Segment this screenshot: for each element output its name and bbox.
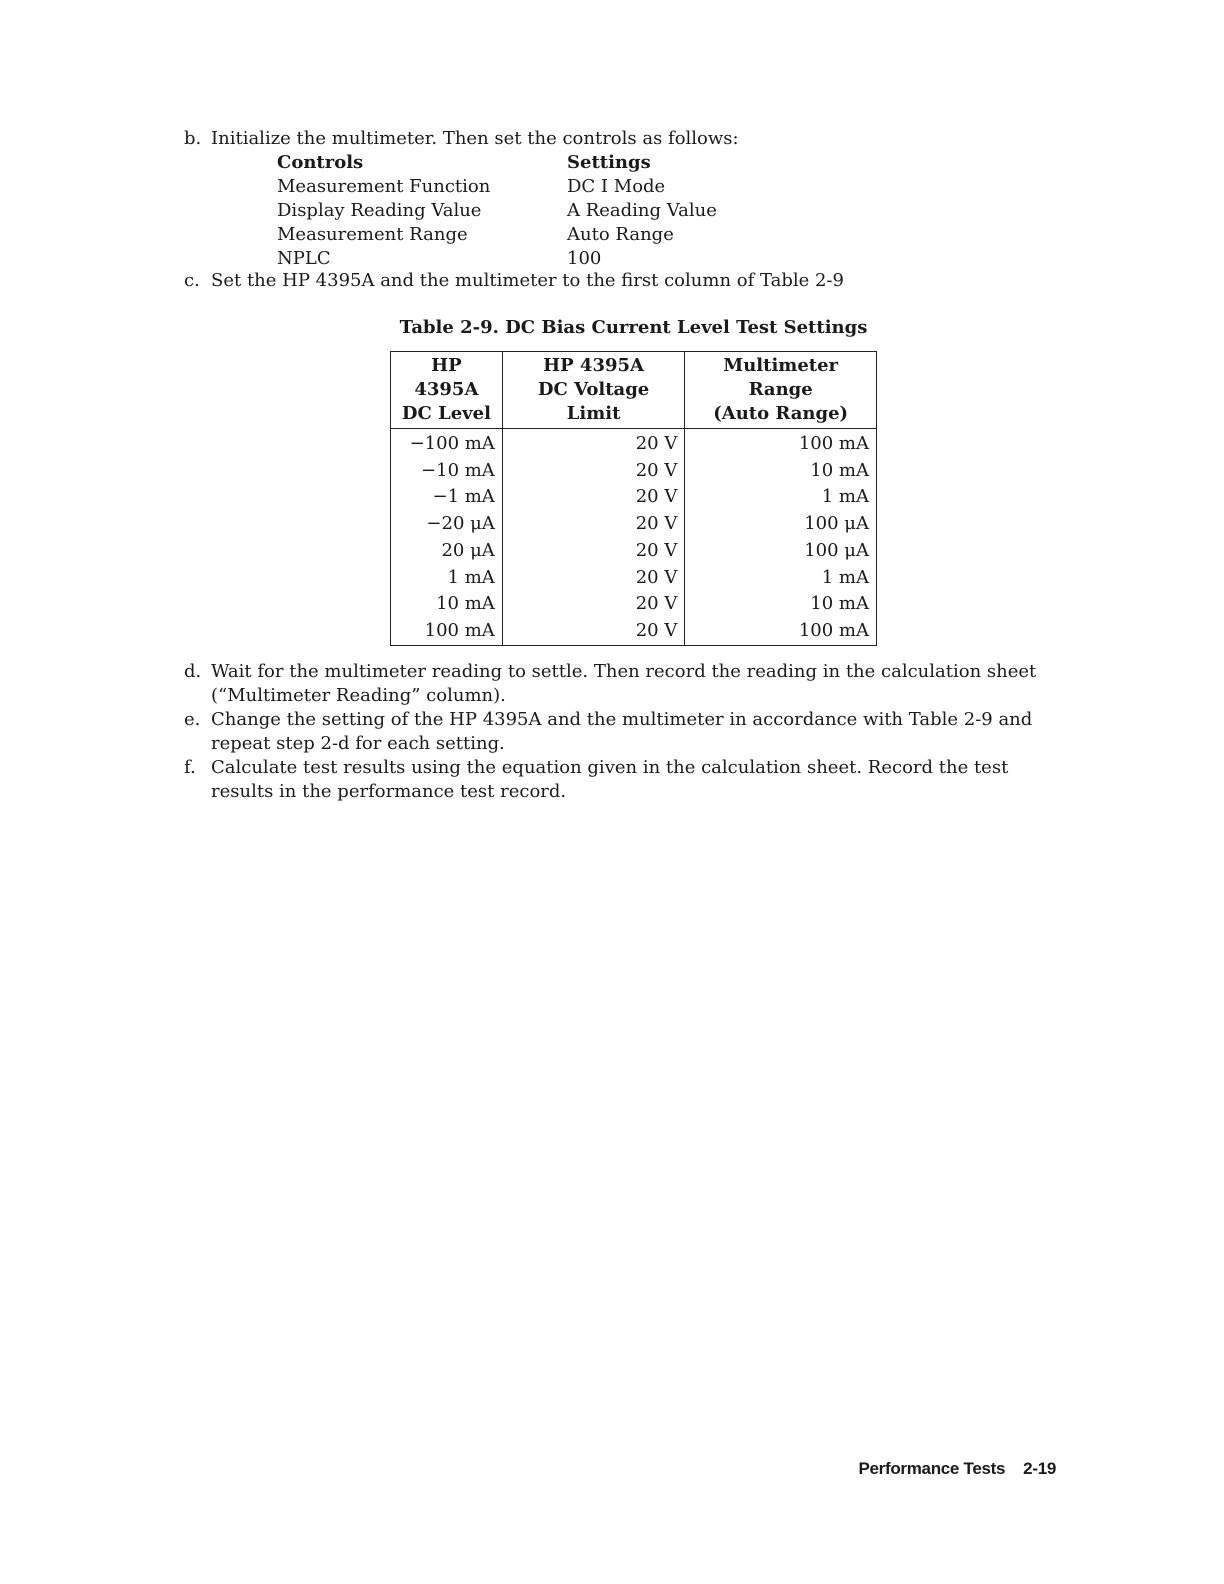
header-line: DC Voltage Limit (537, 379, 650, 424)
page-number: 2-19 (1023, 1459, 1056, 1478)
cell-voltage-limit: 20 V (502, 618, 685, 645)
cell-dc-level: −1 mA (391, 484, 503, 511)
cell-voltage-limit: 20 V (502, 458, 685, 485)
dc-bias-settings-table (390, 351, 877, 646)
step-label: f. (184, 757, 196, 778)
table-row (391, 429, 877, 458)
cell-multimeter-range: 1 mA (685, 484, 877, 511)
controls-row (277, 223, 777, 247)
table-row (391, 618, 877, 645)
step-text: Change the setting of the HP 4395A and the multimeter in accordance with Table 2-9 and repeat step 2-d for each setting. (211, 709, 1033, 754)
step-b (184, 127, 1064, 151)
cell-voltage-limit: 20 V (502, 484, 685, 511)
control-setting: A Reading Value (567, 200, 717, 221)
step-f (184, 756, 1064, 804)
footer-section: Performance Tests (858, 1459, 1006, 1478)
table-row (391, 484, 877, 511)
controls-row (277, 199, 777, 223)
page-footer (858, 1457, 1056, 1481)
control-setting: DC I Mode (567, 176, 666, 197)
cell-multimeter-range: 100 μA (685, 538, 877, 565)
cell-multimeter-range: 100 μA (685, 511, 877, 538)
cell-multimeter-range: 1 mA (685, 565, 877, 592)
header-line: HP 4395A (414, 355, 479, 400)
cell-dc-level: 20 μA (391, 538, 503, 565)
cell-multimeter-range: 10 mA (685, 458, 877, 485)
header-line: DC Level (401, 403, 491, 424)
step-label: e. (184, 709, 201, 730)
control-name: NPLC (277, 248, 331, 269)
table-row (391, 538, 877, 565)
cell-voltage-limit: 20 V (502, 538, 685, 565)
control-setting: 100 (567, 248, 602, 269)
cell-multimeter-range: 10 mA (685, 591, 877, 618)
control-name: Measurement Range (277, 224, 468, 245)
controls-row (277, 247, 777, 271)
step-c (184, 269, 1064, 293)
cell-voltage-limit: 20 V (502, 511, 685, 538)
step-text: Initialize the multimeter. Then set the controls as follows: (211, 128, 739, 149)
cell-dc-level: −20 μA (391, 511, 503, 538)
header-line: (Auto Range) (713, 403, 849, 424)
controls-settings-list (277, 151, 777, 271)
controls-row (277, 175, 777, 199)
header-line: HP 4395A (543, 355, 644, 376)
table-row (391, 511, 877, 538)
settings-header-label: Settings (567, 152, 651, 173)
controls-header-label: Controls (277, 152, 364, 173)
control-setting: Auto Range (567, 224, 674, 245)
cell-multimeter-range: 100 mA (685, 429, 877, 458)
cell-dc-level: 100 mA (391, 618, 503, 645)
header-line: Multimeter Range (723, 355, 839, 400)
cell-dc-level: −10 mA (391, 458, 503, 485)
table-row (391, 458, 877, 485)
table-title: Table 2-9. DC Bias Current Level Test Settings (399, 317, 868, 338)
cell-dc-level: −100 mA (391, 429, 503, 458)
step-d (184, 660, 1064, 708)
step-label: d. (184, 661, 202, 682)
cell-dc-level: 1 mA (391, 565, 503, 592)
step-text: Set the HP 4395A and the multimeter to the first column of Table 2-9 (211, 270, 844, 291)
table-header-row (391, 352, 877, 429)
cell-voltage-limit: 20 V (502, 429, 685, 458)
control-name: Measurement Function (277, 176, 491, 197)
cell-multimeter-range: 100 mA (685, 618, 877, 645)
step-e (184, 708, 1064, 756)
cell-voltage-limit: 20 V (502, 591, 685, 618)
header-dc-level (391, 352, 503, 429)
cell-voltage-limit: 20 V (502, 565, 685, 592)
step-label: c. (184, 270, 200, 291)
cell-dc-level: 10 mA (391, 591, 503, 618)
table-row (391, 591, 877, 618)
step-text: Wait for the multimeter reading to settle. Then record the reading in the calculation sheet (“Multimeter Reading” column). (211, 661, 1037, 706)
step-text: Calculate test results using the equation given in the calculation sheet. Record the test results in the performance test record. (211, 757, 1009, 802)
controls-header (277, 151, 777, 175)
header-multimeter-range (685, 352, 877, 429)
control-name: Display Reading Value (277, 200, 482, 221)
header-dc-voltage-limit (502, 352, 685, 429)
table-row (391, 565, 877, 592)
step-label: b. (184, 128, 202, 149)
